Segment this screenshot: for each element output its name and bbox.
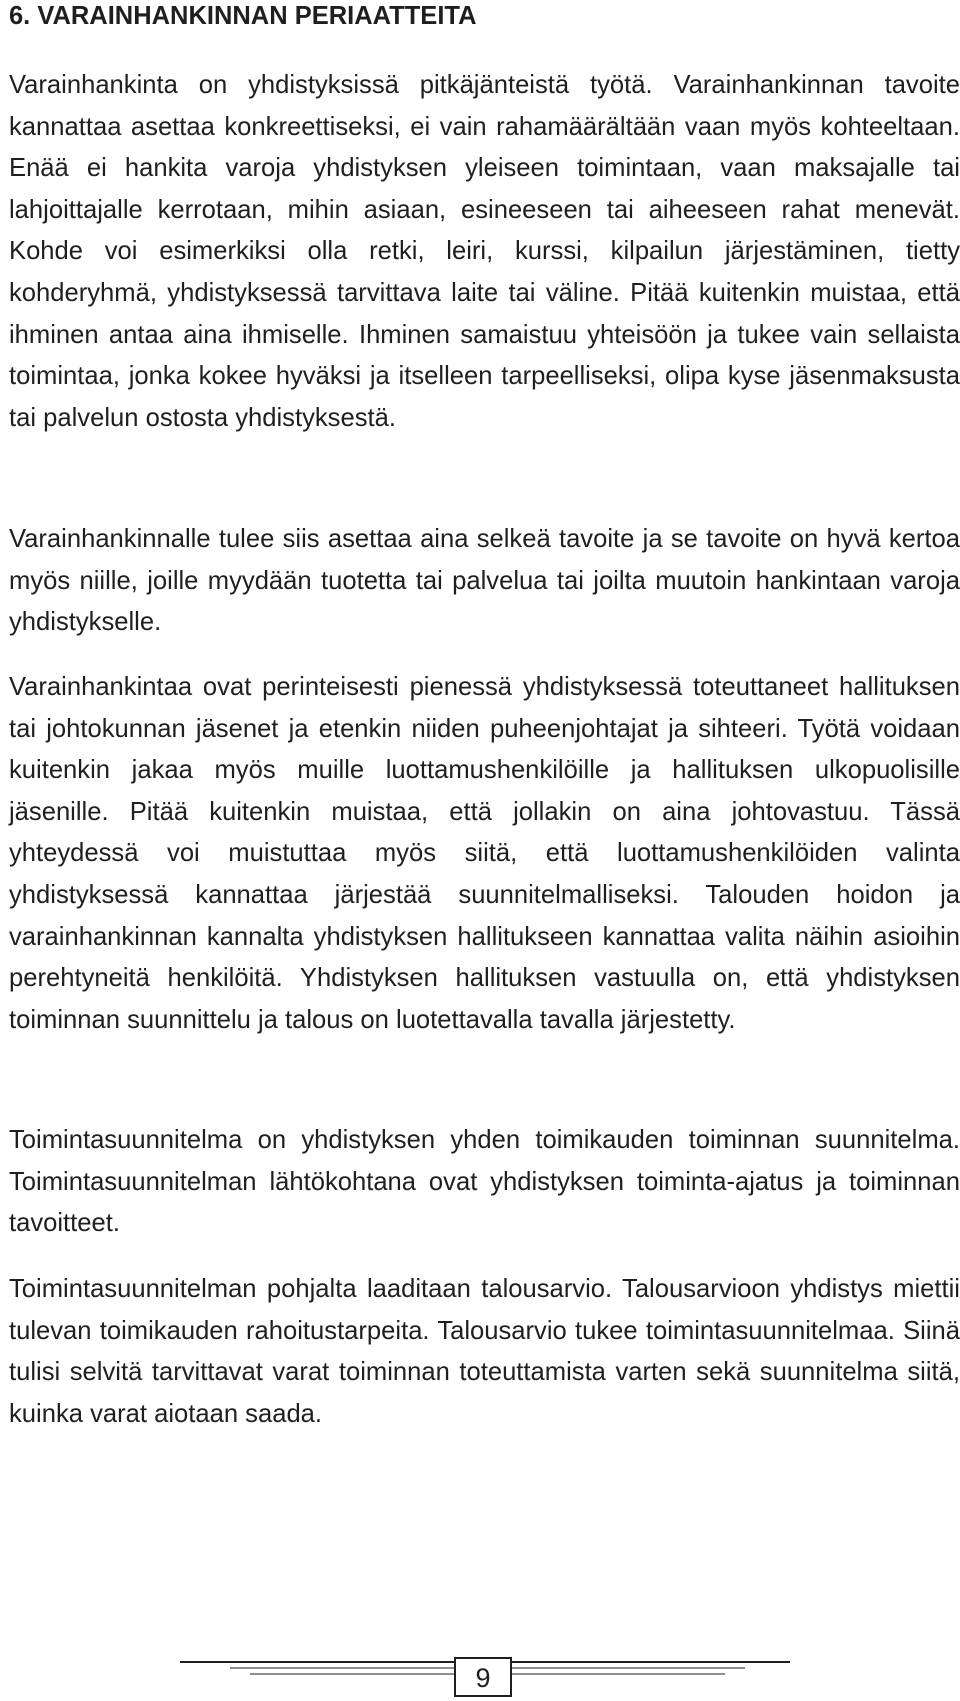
section-heading: 6. VARAINHANKINNAN PERIAATTEITA (9, 2, 477, 30)
paragraph-2: Varainhankinnalle tulee siis asettaa aina selkeä tavoite ja se tavoite on hyvä kertoa myös niille, joille myydään tuotetta tai palvelua tai joilta muutoin hankintaan varoja yhdistykselle. (9, 525, 960, 637)
paragraph-3: Varainhankintaa ovat perinteisesti pienessä yhdistyksessä toteuttaneet hallituksen tai johtokunnan jäsenet ja etenkin niiden puheenjohtajat ja sihteeri. Työtä voidaan kuitenkin jakaa myös muille luottamushenkilöille ja hallituksen ulkopuolisille jäsenille. Pitää kuitenkin muistaa, että jollakin on aina johtovastuu. Tässä yhteydessä voi muistuttaa myös siitä, että luottamushenkilöiden valinta yhdistyksessä kannattaa järjestää suunnitelmalliseksi. Talouden hoidon ja varainhankinnan kannalta yhdistyksen hallitukseen kannattaa valita näihin asioihin perehtyneitä henkilöitä. Yhdistyksen hallituksen vastuulla on, että yhdistyksen toiminnan suunnittelu ja talous on luotettavalla tavalla järjestetty. (9, 673, 960, 1034)
paragraph-1: Varainhankinta on yhdistyksissä pitkäjänteistä työtä. Varainhankinnan tavoite kannattaa asettaa konkreettiseksi, ei vain rahamäärältään vaan myös kohteeltaan. Enää ei hankita varoja yhdistyksen yleiseen toimintaan, vaan maksajalle tai lahjoittajalle kerrotaan, mihin asiaan, esineeseen tai aiheeseen rahat menevät. Kohde voi esimerkiksi olla retki, leiri, kurssi, kilpailun järjestäminen, tietty kohderyhmä, yhdistyksessä tarvittava laite tai väline. Pitää kuitenkin muistaa, että ihminen antaa aina ihmiselle. Ihminen samaistuu yhteisöön ja tukee vain sellaista toimintaa, jonka kokee hyväksi ja itselleen tarpeelliseksi, olipa kyse jäsenmaksusta tai palvelun ostosta yhdistyksestä. (9, 71, 960, 432)
page-number: 9 (475, 1663, 491, 1693)
paragraph-5: Toimintasuunnitelman pohjalta laaditaan talousarvio. Talousarvioon yhdistys miettii tulevan toimikauden rahoitustarpeita. Talousarvio tukee toimintasuunnitelmaa. Siinä tulisi selvitä tarvittavat varat toiminnan toteuttamista varten sekä suunnitelma siitä, kuinka varat aiotaan saada. (9, 1275, 960, 1428)
paragraph-4: Toimintasuunnitelma on yhdistyksen yhden toimikauden toiminnan suunnitelma. Toimintasuunnitelman lähtökohtana ovat yhdistyksen toiminta-ajatus ja toiminnan tavoitteet. (9, 1126, 960, 1238)
document-page (9, 0, 960, 1701)
